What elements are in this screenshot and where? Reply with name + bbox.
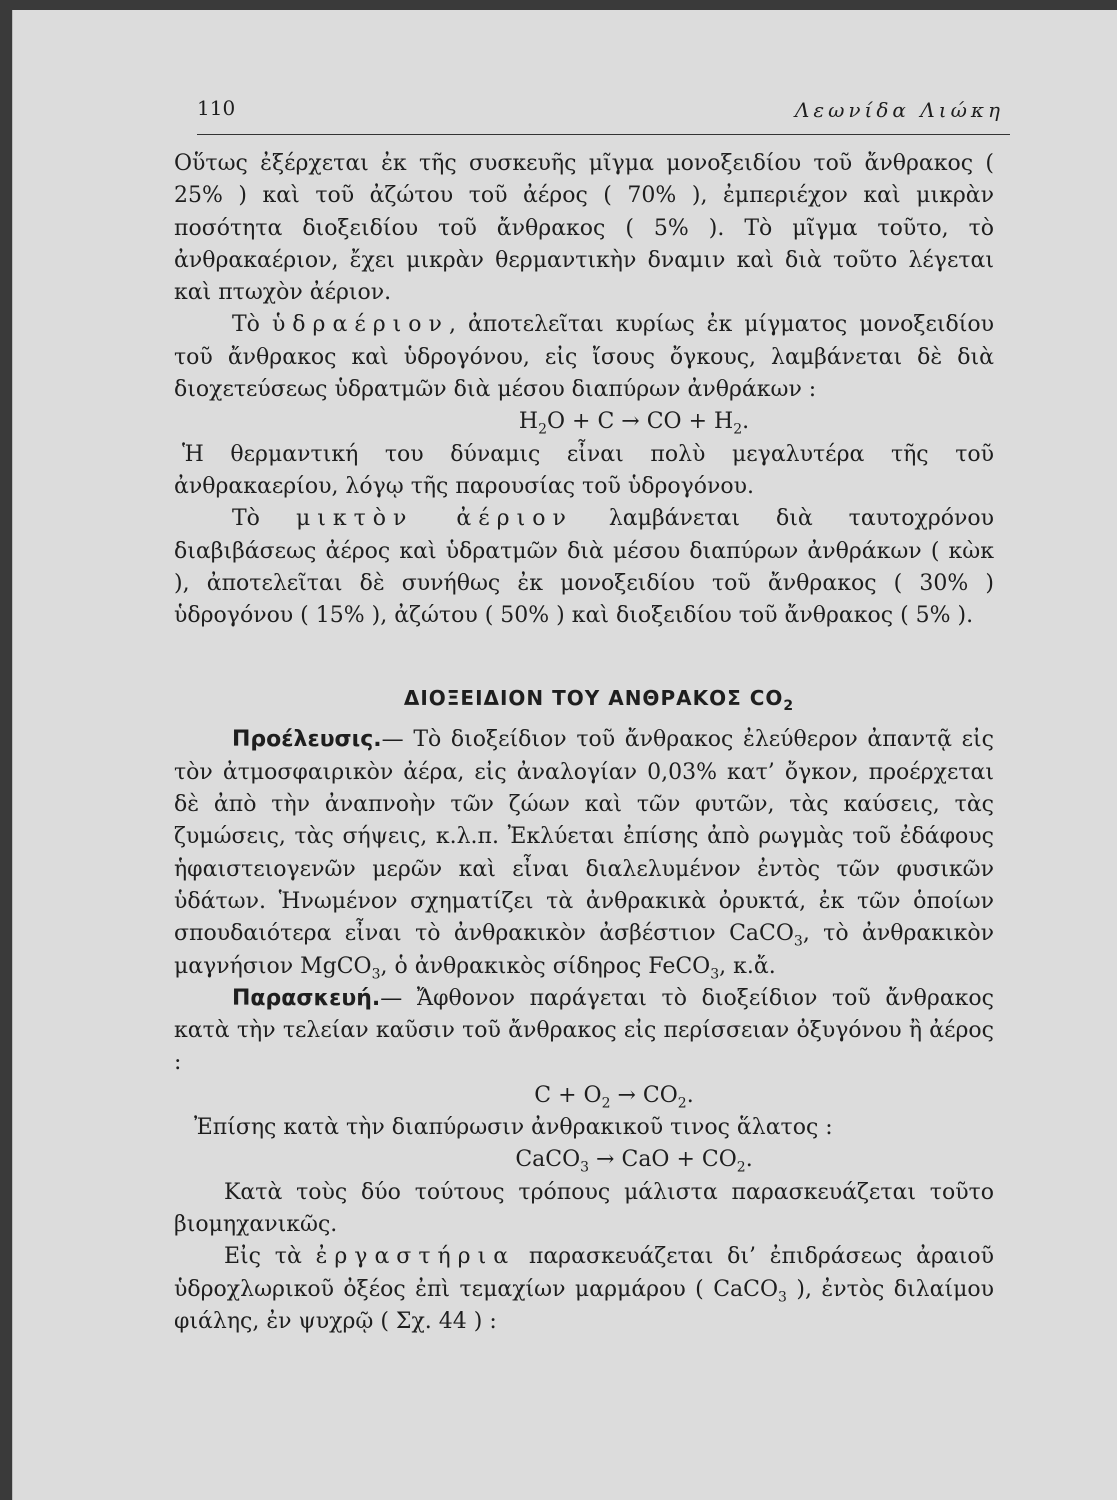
text-segment: λαμβάνεται διὰ ταυτοχρόνου διαβιβάσεως ἀέρος καὶ ὑδρατμῶν διὰ μέσου διαπύρων ἀνθράκων ( κὼκ ), ἀποτελεῖται δὲ συνήθως ἐκ μονοξειδίου τοῦ ἄνθρακος ( 30% ) ὑδρογόνου ( 15% ), ἀζώτου ( 50% ) καὶ διοξειδίου τοῦ ἄνθρακος ( 5% ). bbox=[174, 506, 995, 629]
equation-water-gas bbox=[174, 406, 994, 438]
eq-subscript: 3 bbox=[580, 1159, 590, 1176]
eq-part: CaCO bbox=[515, 1147, 581, 1173]
equation-calcination bbox=[174, 1144, 994, 1176]
paragraph-origin bbox=[174, 724, 994, 982]
eq-part: → CO bbox=[610, 1082, 678, 1108]
page-number: 110 bbox=[197, 96, 236, 120]
lead-term-preparation: Παρασκευή. bbox=[232, 985, 381, 1011]
eq-subscript: 2 bbox=[736, 1159, 746, 1176]
paragraph-mixed-gas bbox=[174, 503, 994, 632]
running-title: Λεωνίδα Λιώκη bbox=[794, 98, 1004, 122]
eq-part: → CaO + CO bbox=[589, 1147, 737, 1173]
paragraph-poor-gas: Οὕτως ἐξέρχεται ἐκ τῆς συσκευῆς μῖγμα μονοξειδίου τοῦ ἄνθρακος ( 25% ) καὶ τοῦ ἀζώτου τοῦ ἀέρος ( 70% ), ἐμπεριέχον καὶ μικρὰν ποσότητα διοξειδίου τοῦ ἄνθρακος ( 5% ). Τὸ μῖγμα τοῦτο, τὸ ἀνθρακαέριον, ἔχει μικρὰν θερμαντικὴν δναμιν καὶ διὰ τοῦτο λέγεται καὶ πτωχὸν ἀέριον. bbox=[174, 151, 994, 306]
heading-subscript: 2 bbox=[783, 698, 795, 715]
text-segment: ), ἐντὸς διλαίμου φιάλης, ἐν ψυχρῷ ( Σχ. 44 ) : bbox=[174, 1276, 994, 1334]
section-heading bbox=[174, 686, 994, 715]
subscript: 3 bbox=[778, 1288, 787, 1305]
text-segment: , τὸ ἀνθρακικὸν μαγνήσιον MgCO bbox=[174, 921, 994, 979]
paragraph-calcination: Ἐπίσης κατὰ τὴν διαπύρωσιν ἀνθρακικοῦ τινος ἅλατος : bbox=[194, 1115, 833, 1141]
text-segment: Τὸ bbox=[232, 506, 296, 532]
spaced-term: ἐργαστήρια bbox=[315, 1244, 516, 1270]
paragraph-preparation bbox=[174, 983, 994, 1080]
eq-subscript: 2 bbox=[601, 1095, 611, 1112]
eq-part: H bbox=[518, 409, 539, 435]
paragraph-industrial: Κατὰ τοὺς δύο τούτους τρόπους μάλιστα παρασκευάζεται τοῦτο βιομηχανικῶς. bbox=[174, 1179, 994, 1237]
paragraph-laboratory bbox=[174, 1241, 994, 1338]
spaced-term: ὑδραέριον bbox=[271, 312, 449, 338]
text-segment: — Ἄφθονον παράγεται τὸ διοξείδιον τοῦ ἄνθρακος κατὰ τὴν τελείαν καῦσιν τοῦ ἄνθρακος εἰς περίσσειαν ὀξυγόνου ἢ ἀέρος : bbox=[174, 985, 994, 1076]
text-segment: — Τὸ διοξείδιον τοῦ ἄνθρακος ἐλεύθερον ἀπαντᾷ εἰς τὸν ἀτμοσφαιρικὸν ἀέρα, εἰς ἀναλογίαν 0,03% κατ’ ὄγκον, προέρχεται δὲ ἀπὸ τὴν ἀναπνοὴν τῶν ζώων καὶ τῶν φυτῶν, τὰς καύσεις, τὰς ζυμώσεις, τὰς σήψεις, κ.λ.π. Ἐκλύεται ἐπίσης ἀπὸ ρωγμὰς τοῦ ἐδάφους ἡφαιστειογενῶν μερῶν καὶ εἶναι διαλελυμένον ἐντὸς τῶν φυσικῶν ὑδάτων. Ἡνωμένον σχηματίζει τὰ ἀνθρακικὰ ὀρυκτά, ἐκ τῶν ὁποίων σπουδαιότερα εἶναι τὸ ἀνθρακικὸν ἀσβέστιον CaCO bbox=[174, 727, 994, 947]
eq-part: O + C → CO + H bbox=[547, 409, 734, 435]
eq-subscript: 2 bbox=[733, 421, 743, 438]
equation-combustion bbox=[174, 1080, 994, 1112]
eq-subscript: 2 bbox=[538, 421, 547, 438]
text-segment: , κ.ἄ. bbox=[719, 953, 776, 979]
spaced-term: μικτὸν ἀέριον bbox=[295, 506, 573, 532]
page-body bbox=[174, 148, 994, 1338]
eq-part: . bbox=[745, 1147, 753, 1173]
eq-subscript: 2 bbox=[677, 1095, 687, 1112]
lead-term-origin: Προέλευσις. bbox=[232, 727, 382, 753]
eq-part: C + O bbox=[534, 1082, 602, 1108]
paragraph-water-gas bbox=[174, 309, 994, 406]
subscript: 3 bbox=[793, 933, 803, 950]
subscript: 3 bbox=[371, 965, 381, 982]
text-segment: , ὁ ἀνθρακικὸς σίδηρος FeCO bbox=[380, 953, 711, 979]
subscript: 3 bbox=[710, 965, 720, 982]
page-header bbox=[197, 92, 1010, 135]
text-segment: παρασκευάζεται δι’ ἐπιδράσεως ἀραιοῦ ὑδροχλωρικοῦ ὀξέος ἐπὶ τεμαχίων μαρμάρου ( CaCO bbox=[174, 1244, 994, 1302]
paragraph-heating-power: Ἡ θερμαντική του δύναμις εἶναι πολὺ μεγαλυτέρα τῆς τοῦ ἀνθρακαερίου, λόγῳ τῆς παρουσίας τοῦ ὑδρογόνου. bbox=[174, 441, 994, 499]
text-segment: , ἀποτελεῖται κυρίως ἐκ μίγματος μονοξειδίου τοῦ ἄνθρακος καὶ ὑδρογόνου, εἰς ἴσους ὄγκους, λαμβάνεται δὲ διὰ διοχετεύσεως ὑδρατμῶν διὰ μέσου διαπύρων ἀνθράκων : bbox=[174, 312, 994, 403]
text-segment: Εἰς τὰ bbox=[224, 1244, 316, 1270]
text-segment: Τὸ bbox=[232, 312, 272, 338]
eq-part: . bbox=[742, 409, 750, 435]
heading-text: ΔΙΟΞΕΙΔΙΟΝ ΤΟΥ ΑΝΘΡΑΚΟΣ CO bbox=[403, 686, 784, 711]
eq-part: . bbox=[686, 1082, 694, 1108]
